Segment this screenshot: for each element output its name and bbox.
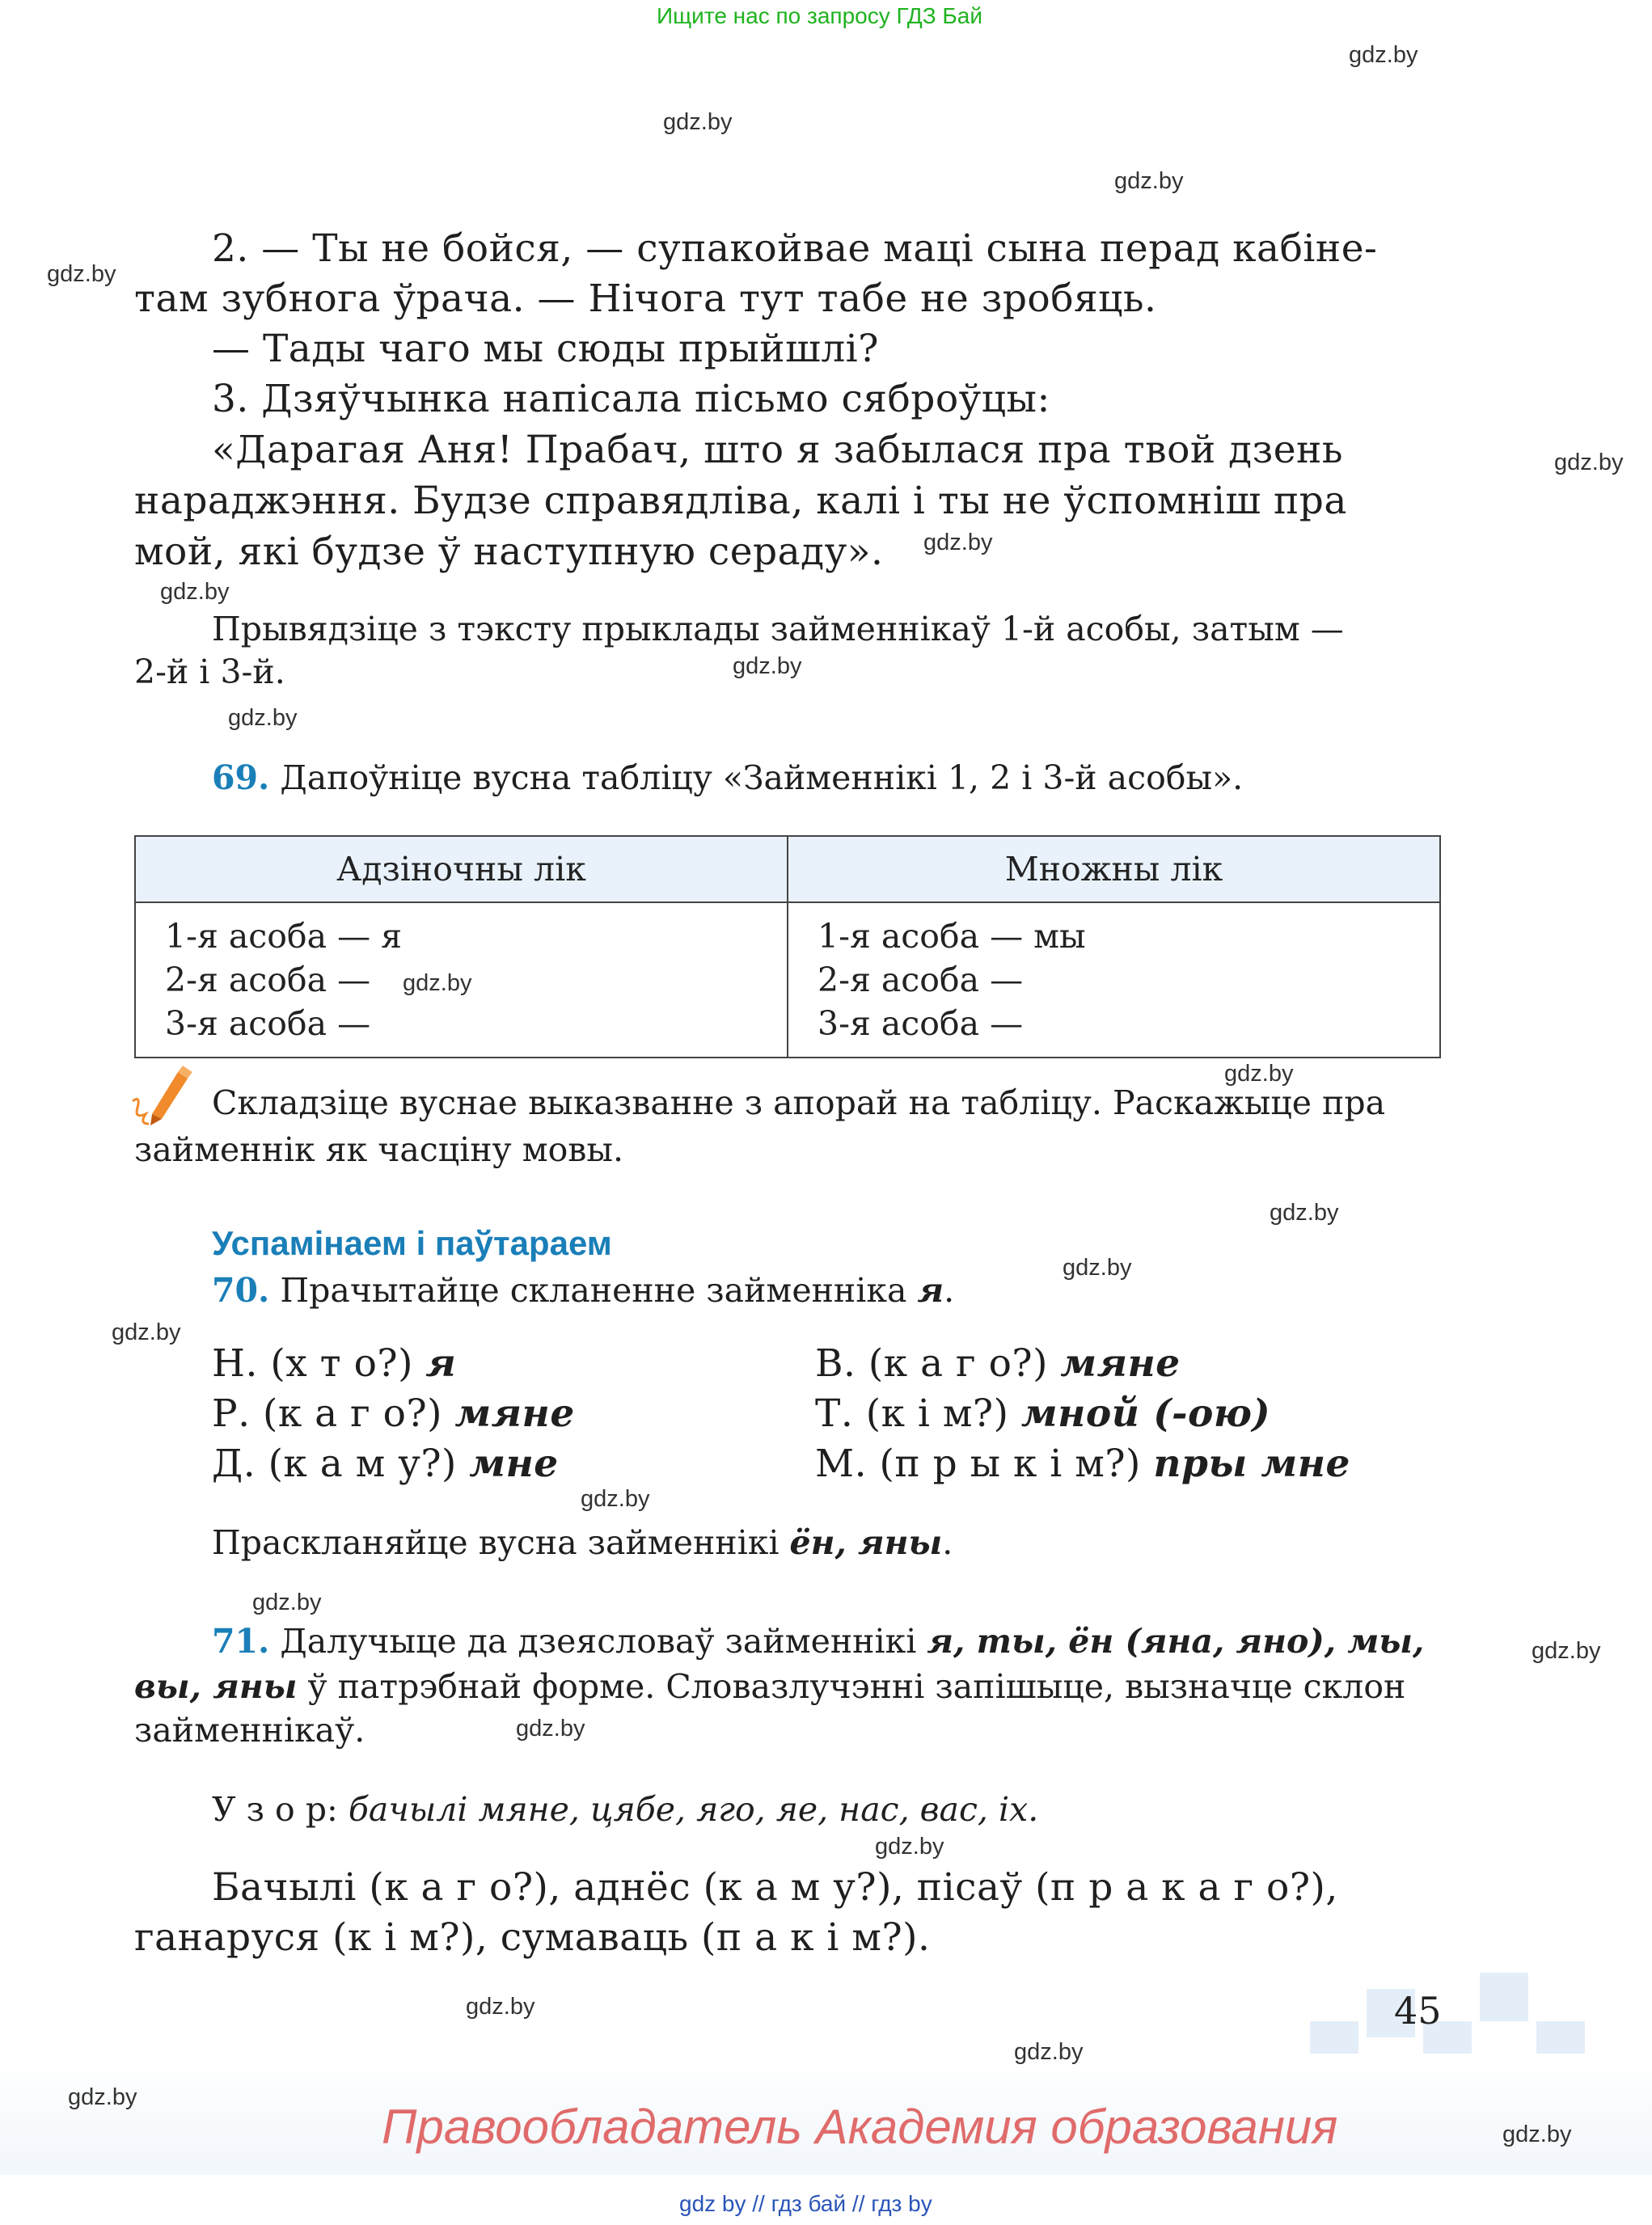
exercise-69-text: Дапоўніце вусна табліцу «Займеннікі 1, 2 і 3-й асобы».: [280, 758, 1244, 797]
case-label: Р. (к а г о?): [212, 1391, 443, 1436]
footer-links[interactable]: gdz by // гдз бай // гдз by: [679, 2191, 932, 2216]
table-cell-line: 3-я асоба —: [818, 1004, 1024, 1043]
table-cell-plural: [788, 902, 1440, 1058]
exercise-70-number: 70.: [212, 1271, 270, 1310]
table-cell-line: 1-я асоба — я: [165, 917, 402, 956]
exercise-70-pronoun: я: [917, 1271, 944, 1310]
example-3-line-3: нараджэння. Будзе справядліва, калі і ты не ўспомніш пра: [134, 479, 1347, 523]
case-label: В. (к а г о?): [815, 1341, 1048, 1386]
table-header-row: [135, 836, 1440, 902]
table-cell-line: 1-я асоба — мы: [818, 917, 1086, 956]
watermark: gdz.by: [1270, 1200, 1339, 1226]
exercise-69-number: 69.: [212, 758, 270, 797]
case-form: мне: [469, 1442, 559, 1486]
decor-square: [1480, 1973, 1528, 2021]
watermark: gdz.by: [160, 579, 230, 605]
case-form: мяне: [1060, 1341, 1181, 1386]
exercise-71-line-3: займеннікаў.: [134, 1711, 365, 1750]
sample-text: бачылі мяне, цябе, яго, яе, нас, вас, іх.: [348, 1790, 1039, 1829]
example-2-line-2: там зубнога ўрача. — Нічога тут табе не зробяць.: [134, 277, 1157, 321]
writing-task-line-2: займеннік як часціну мовы.: [134, 1130, 624, 1169]
case-row: [815, 1389, 1270, 1439]
exercise-70-text: Прачытайце скланенне займенніка: [280, 1271, 907, 1310]
pen-icon: [129, 1066, 194, 1130]
example-3-line-2: «Дарагая Аня! Прабач, што я забылася пра твой дзень: [212, 428, 1343, 472]
watermark: gdz.by: [923, 530, 993, 555]
table-header-plural: Множны лік: [788, 836, 1440, 902]
watermark: gdz.by: [516, 1716, 585, 1742]
case-form: пры мне: [1153, 1442, 1350, 1486]
watermark: gdz.by: [68, 2084, 137, 2110]
watermark: gdz.by: [1532, 1638, 1601, 1664]
case-row: [815, 1339, 1181, 1389]
verbs-line-2: ганаруся (к і м?), сумаваць (п а к і м?).: [134, 1915, 931, 1960]
watermark: gdz.by: [403, 970, 472, 996]
exercise-69: [212, 755, 1243, 800]
period: .: [944, 1271, 955, 1310]
watermark: gdz.by: [466, 1994, 535, 2020]
watermark: gdz.by: [1349, 42, 1418, 68]
watermark: gdz.by: [47, 261, 116, 287]
example-3-line-1: 3. Дзяўчынка напісала пісьмо сяброўцы:: [212, 377, 1050, 421]
exercise-71-number: 71.: [212, 1622, 270, 1661]
case-row: [212, 1339, 456, 1389]
table-header-singular: Адзіночны лік: [135, 836, 788, 902]
verbs-line-1: Бачылі (к а г о?), аднёс (к а м у?), пісаў (п р а к а г о?),: [212, 1865, 1338, 1910]
exercise-70-task: [212, 1520, 953, 1565]
watermark: gdz.by: [228, 705, 298, 731]
example-3-line-4: мой, які будзе ў наступную сераду».: [134, 530, 884, 574]
watermark: gdz.by: [1502, 2122, 1572, 2147]
example-2-line-3: — Тады чаго мы сюды прыйшлі?: [212, 327, 879, 371]
case-row: [212, 1389, 575, 1439]
case-row: [212, 1439, 559, 1489]
task-line-1: Прывядзіце з тэксту прыклады займеннікаў 1-й асобы, затым —: [212, 610, 1344, 648]
exercise-71-pronouns: я, ты, ён (яна, яно), мы,: [927, 1622, 1425, 1661]
watermark: gdz.by: [875, 1834, 944, 1860]
copyright-text: Правообладатель Академия образования: [382, 2100, 1338, 2154]
sample-label: У з о р:: [212, 1790, 338, 1829]
table-row: [135, 902, 1440, 1058]
table-cell-singular: [135, 902, 788, 1058]
top-banner[interactable]: Ищите нас по запросу ГДЗ Бай: [657, 3, 983, 28]
example-2-line-1: 2. — Ты не бойся, — супакойвае маці сына перад кабіне-: [212, 226, 1378, 271]
case-row: [815, 1439, 1350, 1489]
watermark: gdz.by: [252, 1590, 322, 1615]
watermark: gdz.by: [733, 653, 802, 679]
sample-line: [212, 1787, 1038, 1832]
writing-task-line-1: Складзіце вуснае выказванне з апорай на табліцу. Раскажыце пра: [212, 1083, 1386, 1122]
task-text: Праскланяйце вусна займеннікі: [212, 1523, 780, 1562]
watermark: gdz.by: [1554, 450, 1624, 475]
case-label: Д. (к а м у?): [212, 1442, 457, 1486]
table-cell-line: 3-я асоба —: [165, 1004, 371, 1043]
watermark: gdz.by: [581, 1486, 650, 1512]
period: .: [942, 1523, 953, 1562]
case-label: Т. (к і м?): [815, 1391, 1009, 1436]
exercise-71-pronouns-b: вы, яны: [134, 1667, 298, 1706]
watermark: gdz.by: [663, 109, 733, 135]
watermark: gdz.by: [1014, 2039, 1084, 2065]
table-cell-line: 2-я асоба —: [818, 961, 1024, 999]
task-pronouns: ён, яны: [789, 1523, 943, 1562]
task-line-2: 2-й і 3-й.: [134, 652, 285, 691]
exercise-71-line-1: [212, 1619, 1424, 1664]
exercise-71-line-2: [134, 1664, 1405, 1709]
case-label: Н. (х т о?): [212, 1341, 413, 1386]
exercise-70: [212, 1268, 954, 1313]
pronoun-table: [134, 835, 1441, 1058]
case-form: мной (-ою): [1020, 1391, 1271, 1436]
case-form: мяне: [454, 1391, 575, 1436]
exercise-71-text-b: ў патрэбнай форме. Словазлучэнні запішыце, вызначце склон: [307, 1667, 1406, 1706]
watermark: gdz.by: [1224, 1061, 1294, 1087]
section-title: Успамінаем і паўтараем: [212, 1224, 612, 1262]
watermark: gdz.by: [1063, 1255, 1132, 1281]
case-form: я: [425, 1341, 457, 1386]
case-label: М. (п р ы к і м?): [815, 1442, 1141, 1486]
table-cell-line: 2-я асоба —: [165, 961, 371, 999]
watermark: gdz.by: [1114, 168, 1184, 194]
exercise-71-text: Далучыце да дзеясловаў займеннікі: [280, 1622, 917, 1661]
watermark: gdz.by: [112, 1319, 181, 1345]
page-number: 45: [1394, 1989, 1442, 2033]
